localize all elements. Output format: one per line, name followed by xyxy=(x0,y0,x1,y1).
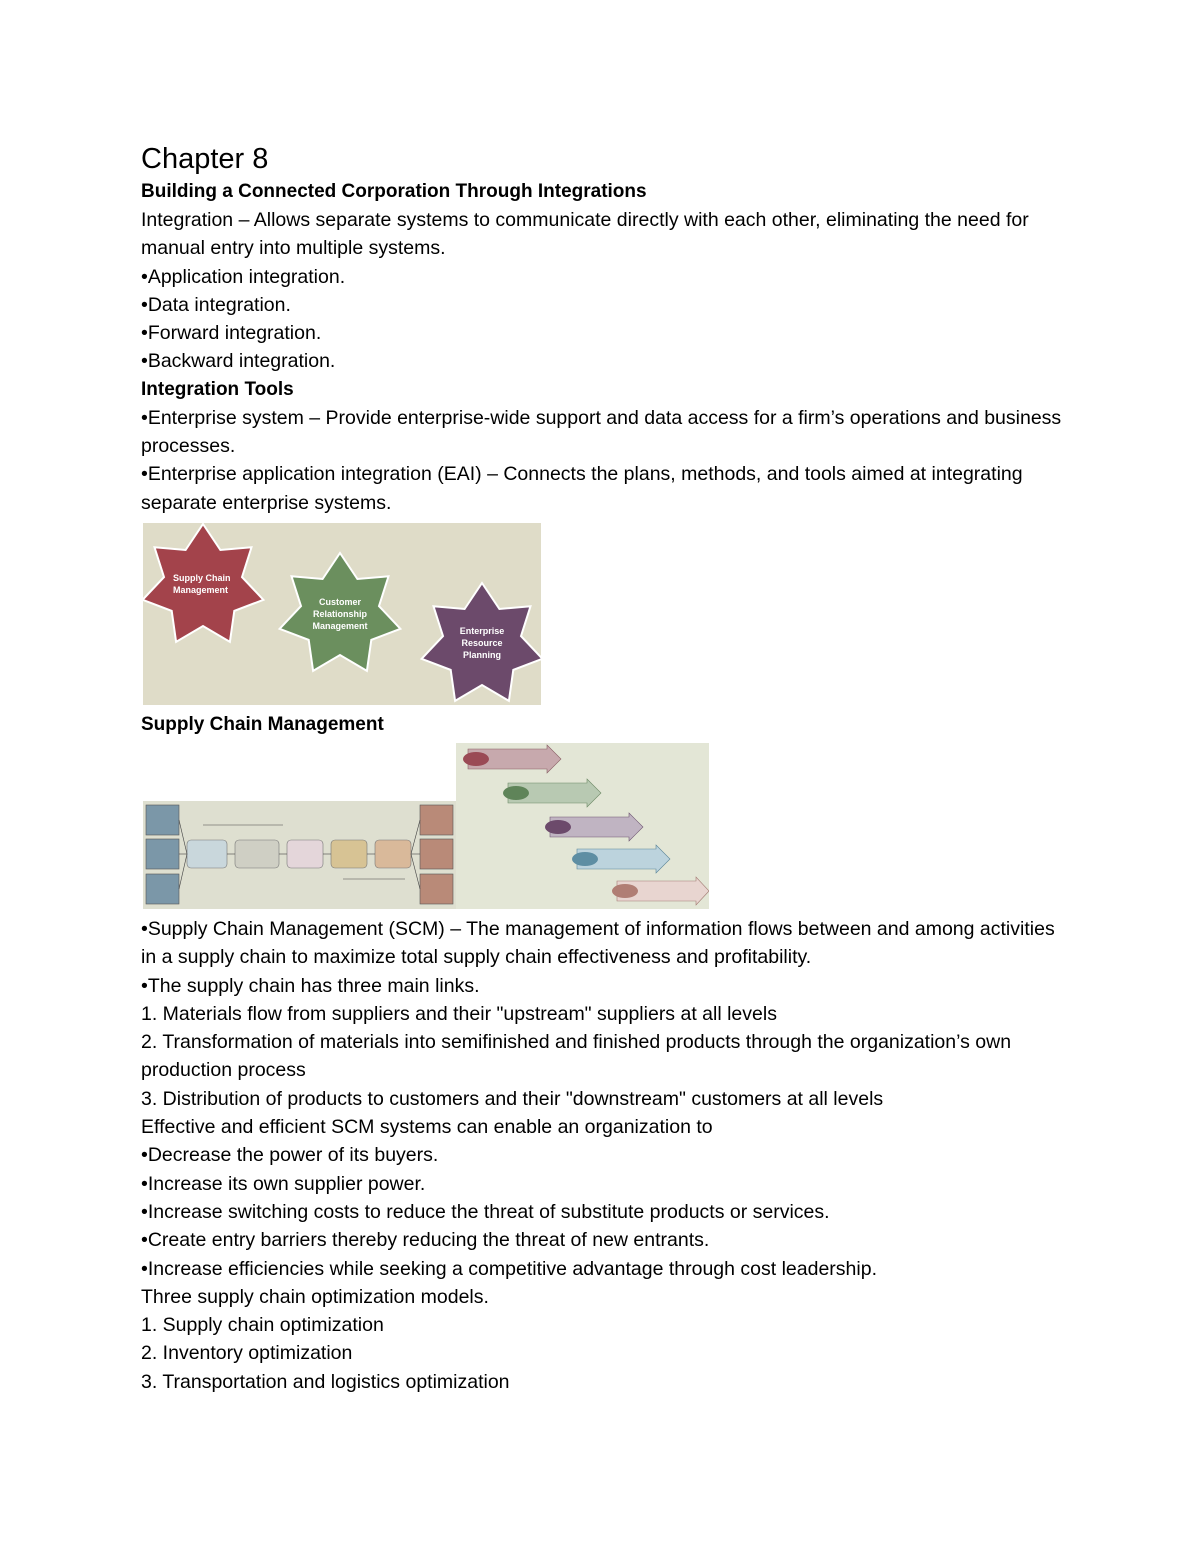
scm-benefit-2: •Increase its own supplier power. xyxy=(141,1172,426,1195)
scm-effective-intro: Effective and efficient SCM systems can enable an organization to xyxy=(141,1116,713,1139)
section-heading-integrations: Building a Connected Corporation Through Integrations xyxy=(141,181,647,202)
bullet-forward-integration: •Forward integration. xyxy=(141,322,322,345)
scm-link-3: 3. Distribution of products to customers and their "downstream" customers at all levels xyxy=(141,1087,884,1110)
section-heading-integration-tools: Integration Tools xyxy=(141,378,294,400)
chain-process-boxes xyxy=(187,840,411,868)
bullet-data-integration: •Data integration. xyxy=(141,293,291,316)
scm-benefit-4: •Create entry barriers thereby reducing the threat of new entrants. xyxy=(141,1229,710,1252)
star-label-line: Enterprise xyxy=(459,625,505,636)
scm-three-links: •The supply chain has three main links. xyxy=(141,974,480,997)
enterprise-systems-stars-figure xyxy=(143,523,541,705)
star-label-line: Planning xyxy=(463,649,501,660)
star-label-line: Management xyxy=(312,620,368,631)
scm-benefit-3: •Increase switching costs to reduce the threat of substitute products or services. xyxy=(141,1200,830,1223)
supply-chain-diagram xyxy=(143,743,709,909)
supplier-boxes xyxy=(146,805,179,904)
scm-benefit-1: •Decrease the power of its buyers. xyxy=(141,1144,439,1167)
chapter-title: Chapter 8 xyxy=(141,143,269,175)
integration-definition: Integration – Allows separate systems to communicate directly with each other, eliminating the need for manual entry into multiple systems. xyxy=(141,209,1029,260)
optimization-model-1: 1. Supply chain optimization xyxy=(141,1314,384,1337)
star-label-line: Supply Chain xyxy=(173,572,231,583)
section-heading-scm: Supply Chain Management xyxy=(141,713,384,735)
bullet-application-integration: •Application integration. xyxy=(141,265,346,288)
scm-definition: •Supply Chain Management (SCM) – The management of information flows between and among activities in a supply chain to maximize total supply chain effectiveness and profitability. xyxy=(141,917,1055,969)
star-label-line: Resource xyxy=(461,637,503,648)
star-label-line: Relationship xyxy=(312,608,368,619)
optimization-model-2: 2. Inventory optimization xyxy=(141,1342,353,1365)
star-label-line: Management xyxy=(173,584,229,595)
supply-chain-figure xyxy=(143,743,709,909)
optimization-model-3: 3. Transportation and logistics optimization xyxy=(141,1370,510,1393)
scm-link-1: 1. Materials flow from suppliers and their "upstream" suppliers at all levels xyxy=(141,1002,777,1025)
scm-link-2: 2. Transformation of materials into semifinished and finished products through the organization’s own production process xyxy=(141,1031,1012,1082)
scm-benefit-5: •Increase efficiencies while seeking a competitive advantage through cost leadership. xyxy=(141,1257,877,1280)
bullet-eai: •Enterprise application integration (EAI) – Connects the plans, methods, and tools aimed at integrating separate enterprise systems. xyxy=(141,463,1023,514)
bullet-enterprise-system: •Enterprise system – Provide enterprise-wide support and data access for a firm’s operations and business processes. xyxy=(141,406,1062,458)
star-label-line: Customer xyxy=(318,596,362,607)
optimization-models-intro: Three supply chain optimization models. xyxy=(141,1285,489,1308)
customer-boxes xyxy=(420,805,453,904)
document-page xyxy=(141,140,1071,1396)
bullet-backward-integration: •Backward integration. xyxy=(141,350,336,373)
